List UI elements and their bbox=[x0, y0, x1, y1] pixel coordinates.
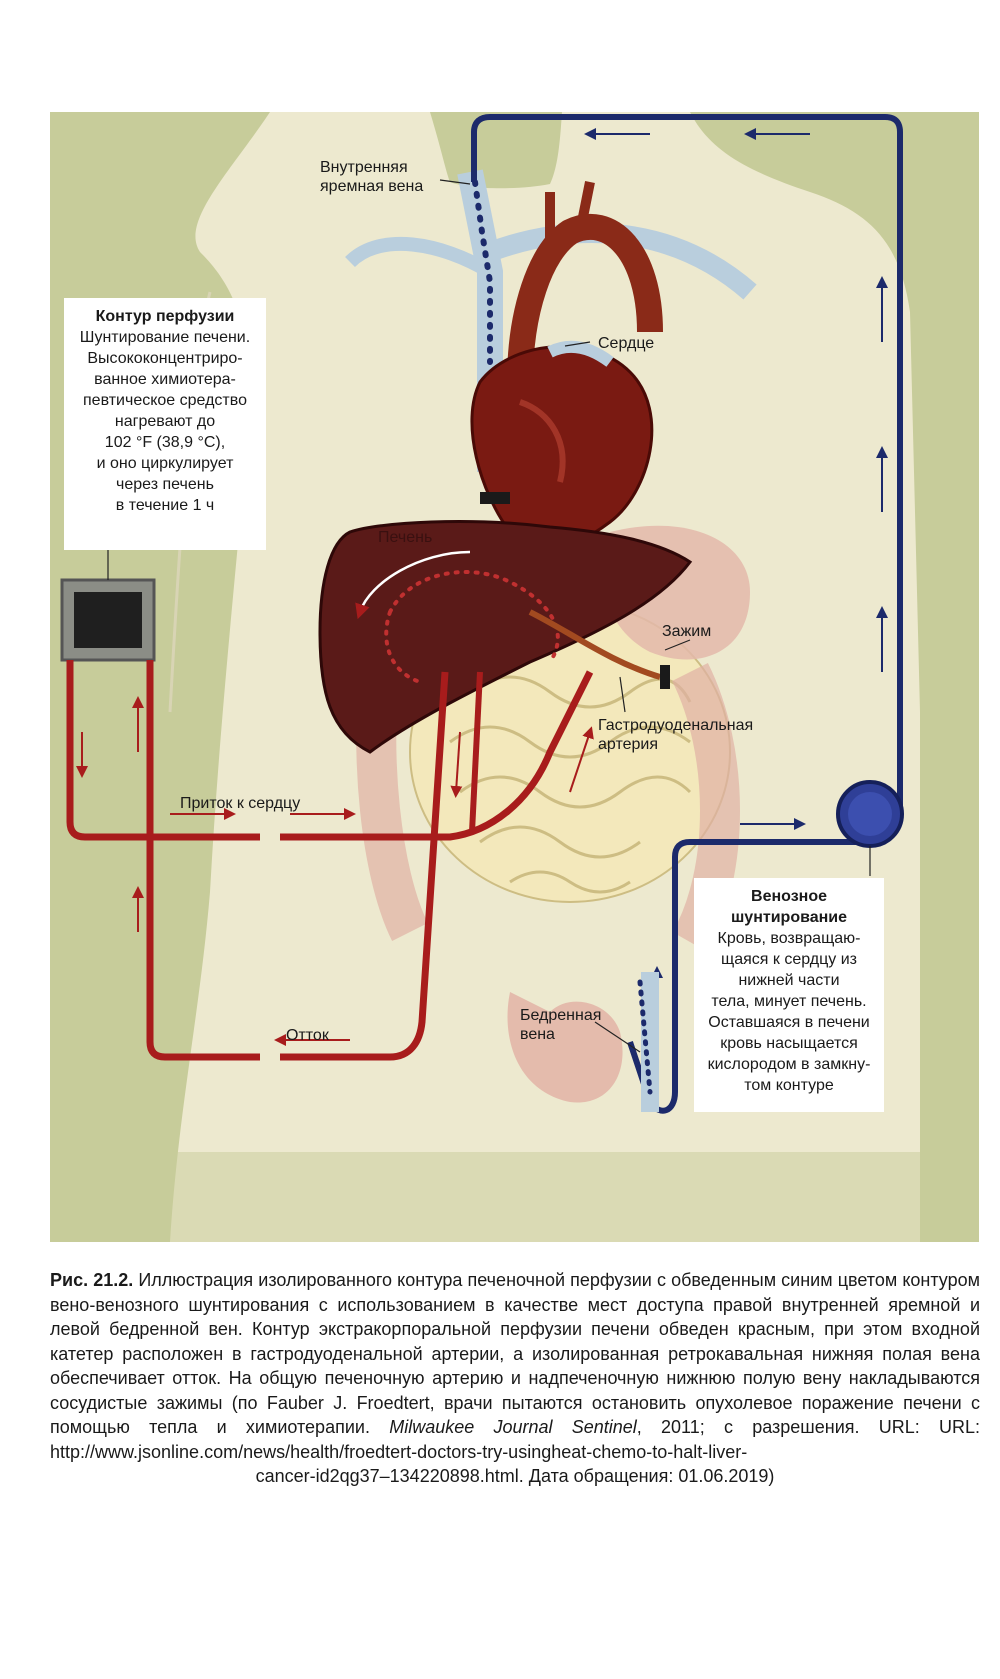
venous-box-line: Оставшаяся в печени bbox=[708, 1014, 870, 1031]
figure-caption bbox=[50, 1268, 980, 1489]
label-gastroduodenal bbox=[598, 716, 753, 754]
label-clamp: Зажим bbox=[662, 623, 712, 640]
perfusion-box-line: Шунтирование печени. bbox=[79, 329, 251, 346]
label-inflow: Приток к сердцу bbox=[180, 795, 301, 812]
caption-text-tail: , 2011; с разрешения. URL: URL: http://www.jsonline.com/news/health/froedtert-doctors-try-usingheat-chemo-to-halt-liver- bbox=[50, 1417, 980, 1462]
perfusion-box-line: 102 °F (38,9 °C), bbox=[104, 434, 226, 451]
venous-box-title: Венозное шунтирование bbox=[730, 888, 848, 926]
venous-box-line: щаяся к сердцу из bbox=[721, 951, 857, 968]
venous-box-line: тела, минует печень. bbox=[711, 993, 867, 1010]
caption-journal: Milwaukee Journal Sentinel bbox=[389, 1417, 637, 1437]
label-femoral-line2: вена bbox=[520, 1026, 555, 1043]
venous-box-line: кровь насыщается bbox=[720, 1035, 858, 1052]
label-femoral bbox=[520, 1006, 601, 1044]
label-jugular bbox=[320, 158, 423, 196]
label-gastro-line2: артерия bbox=[598, 736, 658, 753]
caption-text: Иллюстрация изолированного контура печеночной перфузии с обведенным синим цветом контуром вено-венозного шунтирования с использованием в качестве мест доступа правой внутренней яремной и левой бедренной вен. Контур экстракорпоральной перфузии печени обведен красным, при этом входной катетер расположен в гастродуоденальной артерии, а изолированная ретрокавальная нижняя полая вена обеспечивает отток. На общую печеночную артерию и надпеченочную нижнюю полую вену накладываются сосудистые зажимы (по Fauber J. Froedtert, врачи пытаются остановить опухолевое поражение печени с помощью тепла и химиотерапии. bbox=[50, 1270, 980, 1437]
caption-last-line: cancer-id2qg37–134220898.html. Дата обращения: 01.06.2019) bbox=[255, 1466, 775, 1486]
perfusion-box-line: и оно циркулирует bbox=[96, 455, 234, 472]
perfusion-box-line: ванное химиотера- bbox=[94, 371, 236, 388]
venous-info-box bbox=[694, 878, 884, 1112]
perfusion-box-title: Контур перфузии bbox=[95, 308, 235, 325]
label-femoral-line1: Бедренная bbox=[520, 1007, 602, 1024]
venous-box-line: том контуре bbox=[744, 1077, 834, 1094]
label-liver: Печень bbox=[378, 529, 433, 546]
perfusion-box-line: нагревают до bbox=[114, 413, 216, 430]
perfusion-box-line: певтическое средство bbox=[83, 392, 247, 409]
label-gastro-line1: Гастродуоденальная bbox=[598, 717, 754, 734]
venous-box-line: кислородом в замкну- bbox=[707, 1056, 871, 1073]
figure-bottom-strip bbox=[50, 1152, 979, 1242]
perfusion-box-line: Высококонцентриро- bbox=[87, 350, 243, 367]
label-jugular-line1: Внутренняя bbox=[320, 159, 408, 176]
venous-box-line: нижней части bbox=[738, 972, 840, 989]
perfusion-box-line: через печень bbox=[116, 476, 214, 493]
venous-box-line: Кровь, возвращаю- bbox=[717, 930, 861, 947]
pump-inner bbox=[848, 792, 892, 836]
clamp bbox=[660, 665, 670, 689]
heat-exchanger-screen bbox=[74, 592, 142, 648]
label-jugular-line2: яремная вена bbox=[320, 178, 424, 195]
jugular-clamp bbox=[480, 492, 510, 504]
label-outflow: Отток bbox=[286, 1027, 329, 1044]
perfusion-box-line: в течение 1 ч bbox=[115, 497, 215, 514]
perfusion-info-box bbox=[64, 298, 266, 550]
label-heart: Сердце bbox=[598, 335, 655, 352]
caption-figure-number: Рис. 21.2. bbox=[50, 1270, 134, 1290]
